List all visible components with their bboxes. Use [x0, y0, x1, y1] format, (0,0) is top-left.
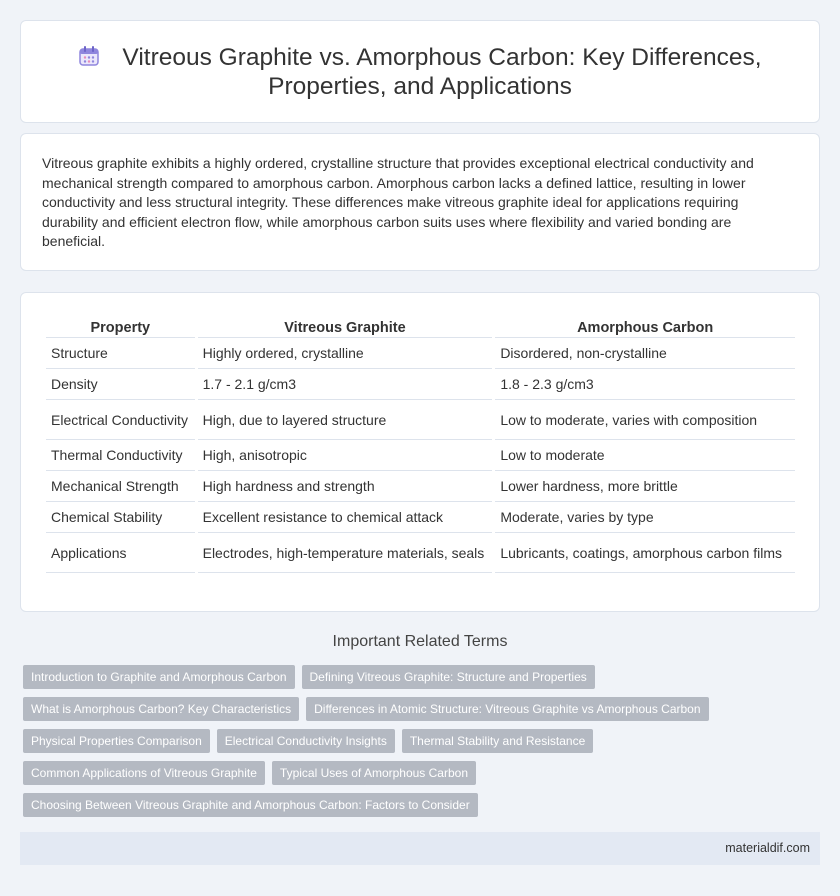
row-property: Density	[46, 369, 195, 400]
column-header-amorphous-carbon: Amorphous Carbon	[495, 315, 795, 338]
row-vitreous-graphite: Electrodes, high-temperature materials, seals	[198, 533, 493, 573]
intro-card	[20, 133, 820, 271]
row-amorphous-carbon: Moderate, varies by type	[495, 502, 795, 533]
related-term-tag[interactable]: Introduction to Graphite and Amorphous Carbon	[23, 665, 295, 689]
column-header-vitreous-graphite: Vitreous Graphite	[198, 315, 493, 338]
comparison-table-card	[20, 292, 820, 612]
footer	[20, 832, 820, 865]
related-term-tag[interactable]: Thermal Stability and Resistance	[402, 729, 593, 753]
row-amorphous-carbon: Disordered, non-crystalline	[495, 338, 795, 369]
table-row	[46, 369, 795, 400]
row-amorphous-carbon: Low to moderate	[495, 440, 795, 471]
related-term-tag[interactable]: Electrical Conductivity Insights	[217, 729, 395, 753]
row-vitreous-graphite: High, anisotropic	[198, 440, 493, 471]
table-row	[46, 400, 795, 440]
intro-paragraph: Vitreous graphite exhibits a highly ordered, crystalline structure that provides exceptional electrical conductivity and mechanical strength compared to amorphous carbon. Amorphous carbon lacks a defined lattice, resulting in lower conductivity and less structural integrity. These differences make vitreous graphite ideal for applications requiring durability and efficient electron flow, while amorphous carbon suits uses where flexibility and varied bonding are beneficial.	[42, 155, 754, 250]
related-terms-list	[23, 665, 823, 825]
related-term-tag[interactable]: Physical Properties Comparison	[23, 729, 210, 753]
column-header-property: Property	[46, 315, 195, 338]
row-amorphous-carbon: Lubricants, coatings, amorphous carbon films	[495, 533, 795, 573]
row-vitreous-graphite: Highly ordered, crystalline	[198, 338, 493, 369]
row-amorphous-carbon: Lower hardness, more brittle	[495, 471, 795, 502]
row-vitreous-graphite: High hardness and strength	[198, 471, 493, 502]
related-term-tag[interactable]: Choosing Between Vitreous Graphite and Amorphous Carbon: Factors to Consider	[23, 793, 478, 817]
comparison-table	[43, 315, 798, 573]
row-property: Applications	[46, 533, 195, 573]
table-row	[46, 533, 795, 573]
row-property: Structure	[46, 338, 195, 369]
table-row	[46, 338, 795, 369]
row-amorphous-carbon: Low to moderate, varies with composition	[495, 400, 795, 440]
title-card	[20, 20, 820, 123]
table-header-row	[46, 315, 795, 338]
related-term-tag[interactable]: What is Amorphous Carbon? Key Characteristics	[23, 697, 299, 721]
row-vitreous-graphite: 1.7 - 2.1 g/cm3	[198, 369, 493, 400]
row-property: Mechanical Strength	[46, 471, 195, 502]
related-terms-heading: Important Related Terms	[332, 633, 508, 650]
table-row	[46, 471, 795, 502]
row-vitreous-graphite: Excellent resistance to chemical attack	[198, 502, 493, 533]
row-property: Thermal Conductivity	[46, 440, 195, 471]
row-amorphous-carbon: 1.8 - 2.3 g/cm3	[495, 369, 795, 400]
row-property: Chemical Stability	[46, 502, 195, 533]
related-term-tag[interactable]: Defining Vitreous Graphite: Structure and Properties	[302, 665, 595, 689]
related-term-tag[interactable]: Common Applications of Vitreous Graphite	[23, 761, 265, 785]
calendar-icon	[78, 45, 100, 67]
page-title-text: Vitreous Graphite vs. Amorphous Carbon: Key Differences, Properties, and Applications	[122, 44, 762, 100]
row-vitreous-graphite: High, due to layered structure	[198, 400, 493, 440]
table-row	[46, 502, 795, 533]
related-term-tag[interactable]: Typical Uses of Amorphous Carbon	[272, 761, 476, 785]
page-title	[21, 43, 819, 101]
related-term-tag[interactable]: Differences in Atomic Structure: Vitreous Graphite vs Amorphous Carbon	[306, 697, 708, 721]
footer-site-name[interactable]: materialdif.com	[725, 841, 810, 855]
row-property: Electrical Conductivity	[46, 400, 195, 440]
table-row	[46, 440, 795, 471]
